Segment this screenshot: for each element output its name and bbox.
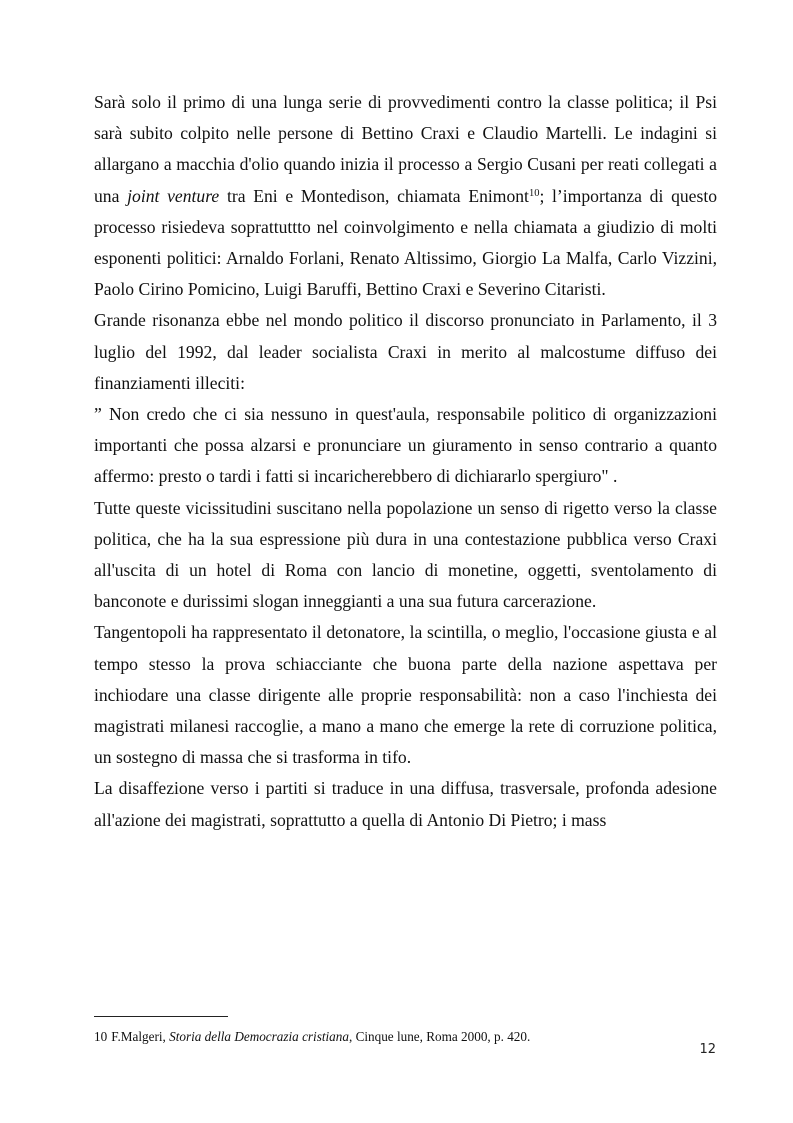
text-run: Grande risonanza ebbe nel mondo politico il discorso pronunciato in Parlamento, il 3 luglio del 1992, dal leader socialista Craxi in merito al malcostume diffuso dei finanziamenti illeciti:	[94, 310, 717, 393]
body-text	[94, 87, 717, 836]
text-run: Tutte queste vicissitudini suscitano nella popolazione un senso di rigetto verso la classe politica, che ha la sua espressione più dura in una contestazione pubblica verso Craxi all'uscita di un hotel di Roma con lancio di monetine, oggetti, sventolamento di banconote e durissimi slogan inneggianti a una sua futura carcerazione.	[94, 497, 717, 612]
footnote-separator	[94, 1016, 228, 1017]
footnote-number: 10	[94, 1029, 108, 1044]
italic-text: joint venture	[127, 185, 220, 206]
italic-text: Storia della Democrazia cristiana	[169, 1029, 349, 1044]
footnote	[94, 1028, 717, 1046]
text-run: F.Malgeri,	[111, 1029, 170, 1044]
text-run: Tangentopoli ha rappresentato il detonatore, la scintilla, o meglio, l'occasione giusta e al tempo stesso la prova schiacciante che buona parte della nazione aspettava per inchiodare una classe dirigente alle proprie responsabilità: non a caso l'inchiesta dei magistrati milanesi raccoglie, a mano a mano che emerge la rete di corruzione politica, un sostegno di massa che si trasforma in tifo.	[94, 622, 717, 768]
text-run: , Cinque lune, Roma 2000, p. 420.	[348, 1029, 531, 1044]
footnote-text	[111, 1029, 530, 1044]
text-run: ; l’importanza di questo processo risiedeva soprattuttto nel coinvolgimento e nella chiamata a giudizio di molti esponenti politici: Arnaldo Forlani, Renato Altissimo, Giorgio La Malfa, Carlo Vizzini, Paolo Cirino Pomicino, Luigi Baruffi, Bettino Craxi e Severino Citaristi.	[94, 185, 718, 300]
text-run: La disaffezione verso i partiti si traduce in una diffusa, trasversale, profonda adesione all'azione dei magistrati, soprattutto a quella di Antonio Di Pietro; i mass	[94, 778, 717, 830]
text-run: Sarà solo il primo di una lunga serie di provvedimenti contro la classe politica; il Psi sarà subito colpito nelle persone di Bettino Craxi e Claudio Martelli. Le indagini si allargano a macchia d'olio quando inizia il processo a Sergio Cusani per reati collegati a una	[94, 92, 717, 206]
footnote-reference: 10	[528, 187, 540, 199]
paragraph	[94, 773, 717, 835]
paragraph	[94, 617, 717, 773]
paragraph	[94, 493, 717, 618]
paragraph	[94, 399, 717, 493]
text-run: ” Non credo che ci sia nessuno in quest'aula, responsabile politico di organizzazioni importanti che possa alzarsi e pronunciare un giuramento in senso contrario a quanto affermo: presto o tardi i fatti si incaricherebbero di dichiararlo spergiuro" .	[94, 404, 717, 487]
page-number: 12	[699, 1042, 716, 1057]
paragraph	[94, 87, 717, 305]
text-run: tra Eni e Montedison, chiamata Enimont	[219, 185, 529, 206]
paragraph	[94, 305, 717, 399]
